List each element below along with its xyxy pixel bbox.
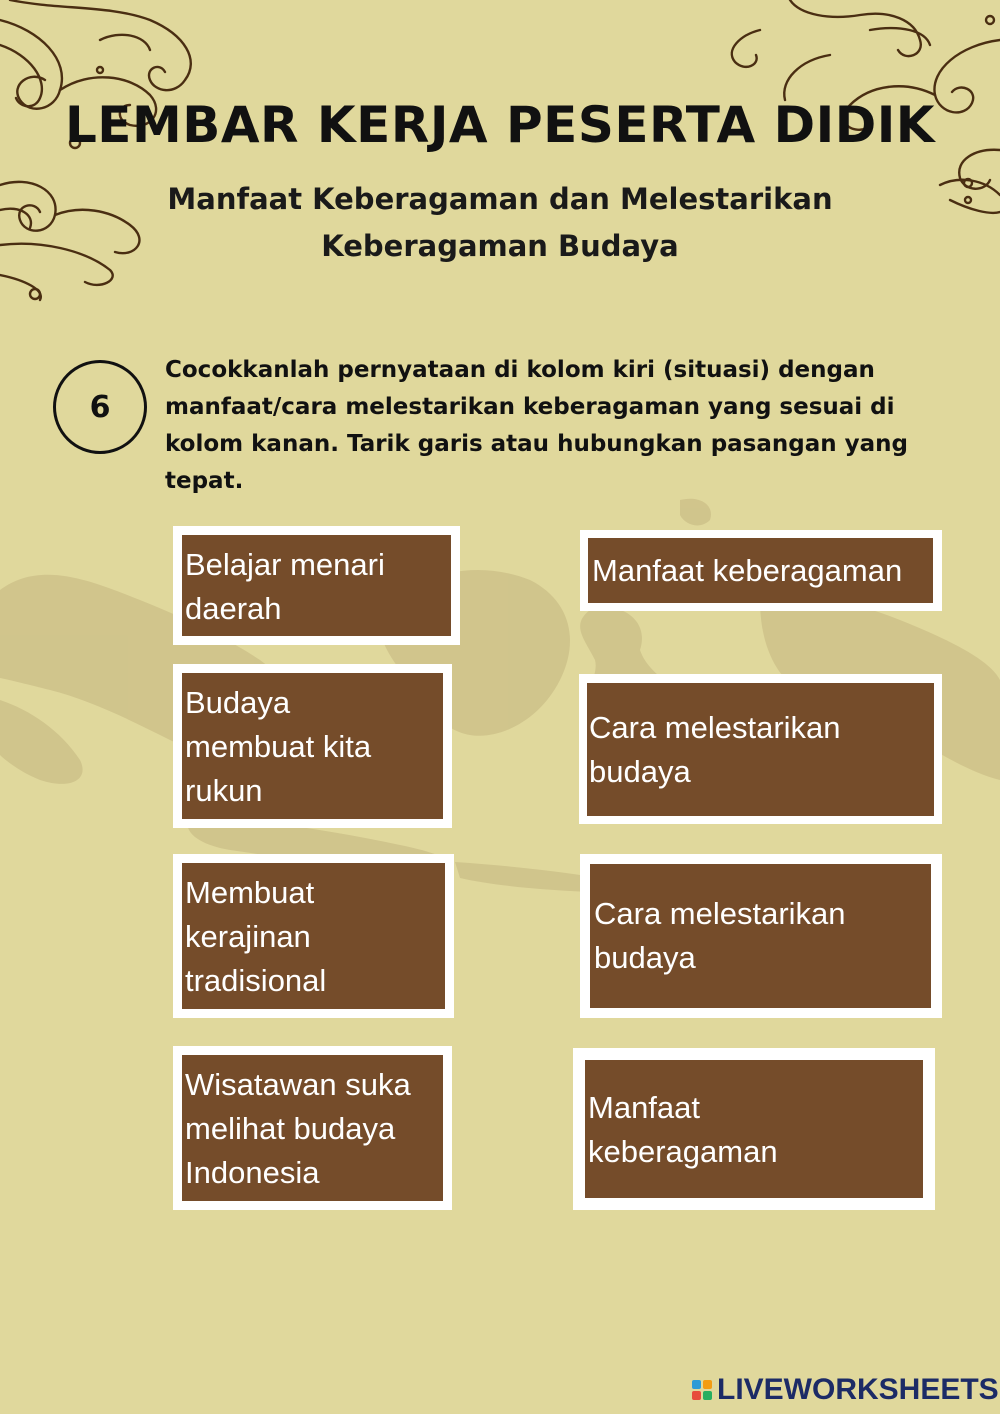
left-card-1-line-2: daerah bbox=[185, 591, 282, 626]
page-subtitle bbox=[150, 176, 850, 270]
left-card-2-line-2: membuat kita bbox=[185, 729, 372, 764]
right-card-3[interactable] bbox=[580, 854, 942, 1018]
left-card-4-line-2: melihat budaya bbox=[185, 1111, 396, 1146]
batik-cloud-ornament bbox=[0, 0, 1000, 320]
left-card-4-line-1: Wisatawan suka bbox=[185, 1067, 411, 1102]
liveworksheets-logo[interactable] bbox=[692, 1373, 999, 1407]
page-title: LEMBAR KERJA PESERTA DIDIK bbox=[64, 96, 936, 154]
liveworksheets-logo-icon bbox=[692, 1380, 712, 1400]
right-card-3-line-2: budaya bbox=[594, 940, 696, 975]
left-card-3[interactable] bbox=[173, 854, 454, 1018]
left-card-4[interactable] bbox=[173, 1046, 452, 1210]
right-card-2[interactable] bbox=[579, 674, 942, 824]
left-card-3-line-3: tradisional bbox=[185, 963, 327, 998]
right-card-2-line-2: budaya bbox=[589, 754, 691, 789]
right-card-3-line-1: Cara melestarikan bbox=[594, 896, 846, 931]
left-card-3-line-1: Membuat bbox=[185, 875, 315, 910]
left-card-2[interactable] bbox=[173, 664, 452, 828]
left-card-2-line-3: rukun bbox=[185, 773, 263, 808]
left-card-2-line-1: Budaya bbox=[185, 685, 291, 720]
subtitle-line-2: Keberagaman Budaya bbox=[321, 229, 679, 263]
question-instruction: Cocokkanlah pernyataan di kolom kiri (situasi) dengan manfaat/cara melestarikan keberagaman yang sesuai di kolom kanan. Tarik garis atau hubungkan pasangan yang tepat. bbox=[165, 357, 908, 494]
right-card-1-line-1: Manfaat keberagaman bbox=[592, 553, 903, 588]
left-card-1[interactable] bbox=[173, 526, 460, 645]
brand-name: LIVEWORKSHEETS bbox=[717, 1373, 999, 1406]
right-card-4-line-1: Manfaat bbox=[588, 1090, 701, 1125]
left-card-1-line-1: Belajar menari bbox=[185, 547, 385, 582]
left-card-3-line-2: kerajinan bbox=[185, 919, 311, 954]
left-card-4-line-3: Indonesia bbox=[185, 1155, 320, 1190]
right-card-1[interactable] bbox=[580, 530, 942, 611]
question-number: 6 bbox=[53, 360, 147, 454]
right-card-4-line-2: keberagaman bbox=[588, 1134, 778, 1169]
right-card-2-line-1: Cara melestarikan bbox=[589, 710, 841, 745]
subtitle-line-1: Manfaat Keberagaman dan Melestarikan bbox=[167, 182, 833, 216]
right-card-4[interactable] bbox=[573, 1048, 935, 1210]
